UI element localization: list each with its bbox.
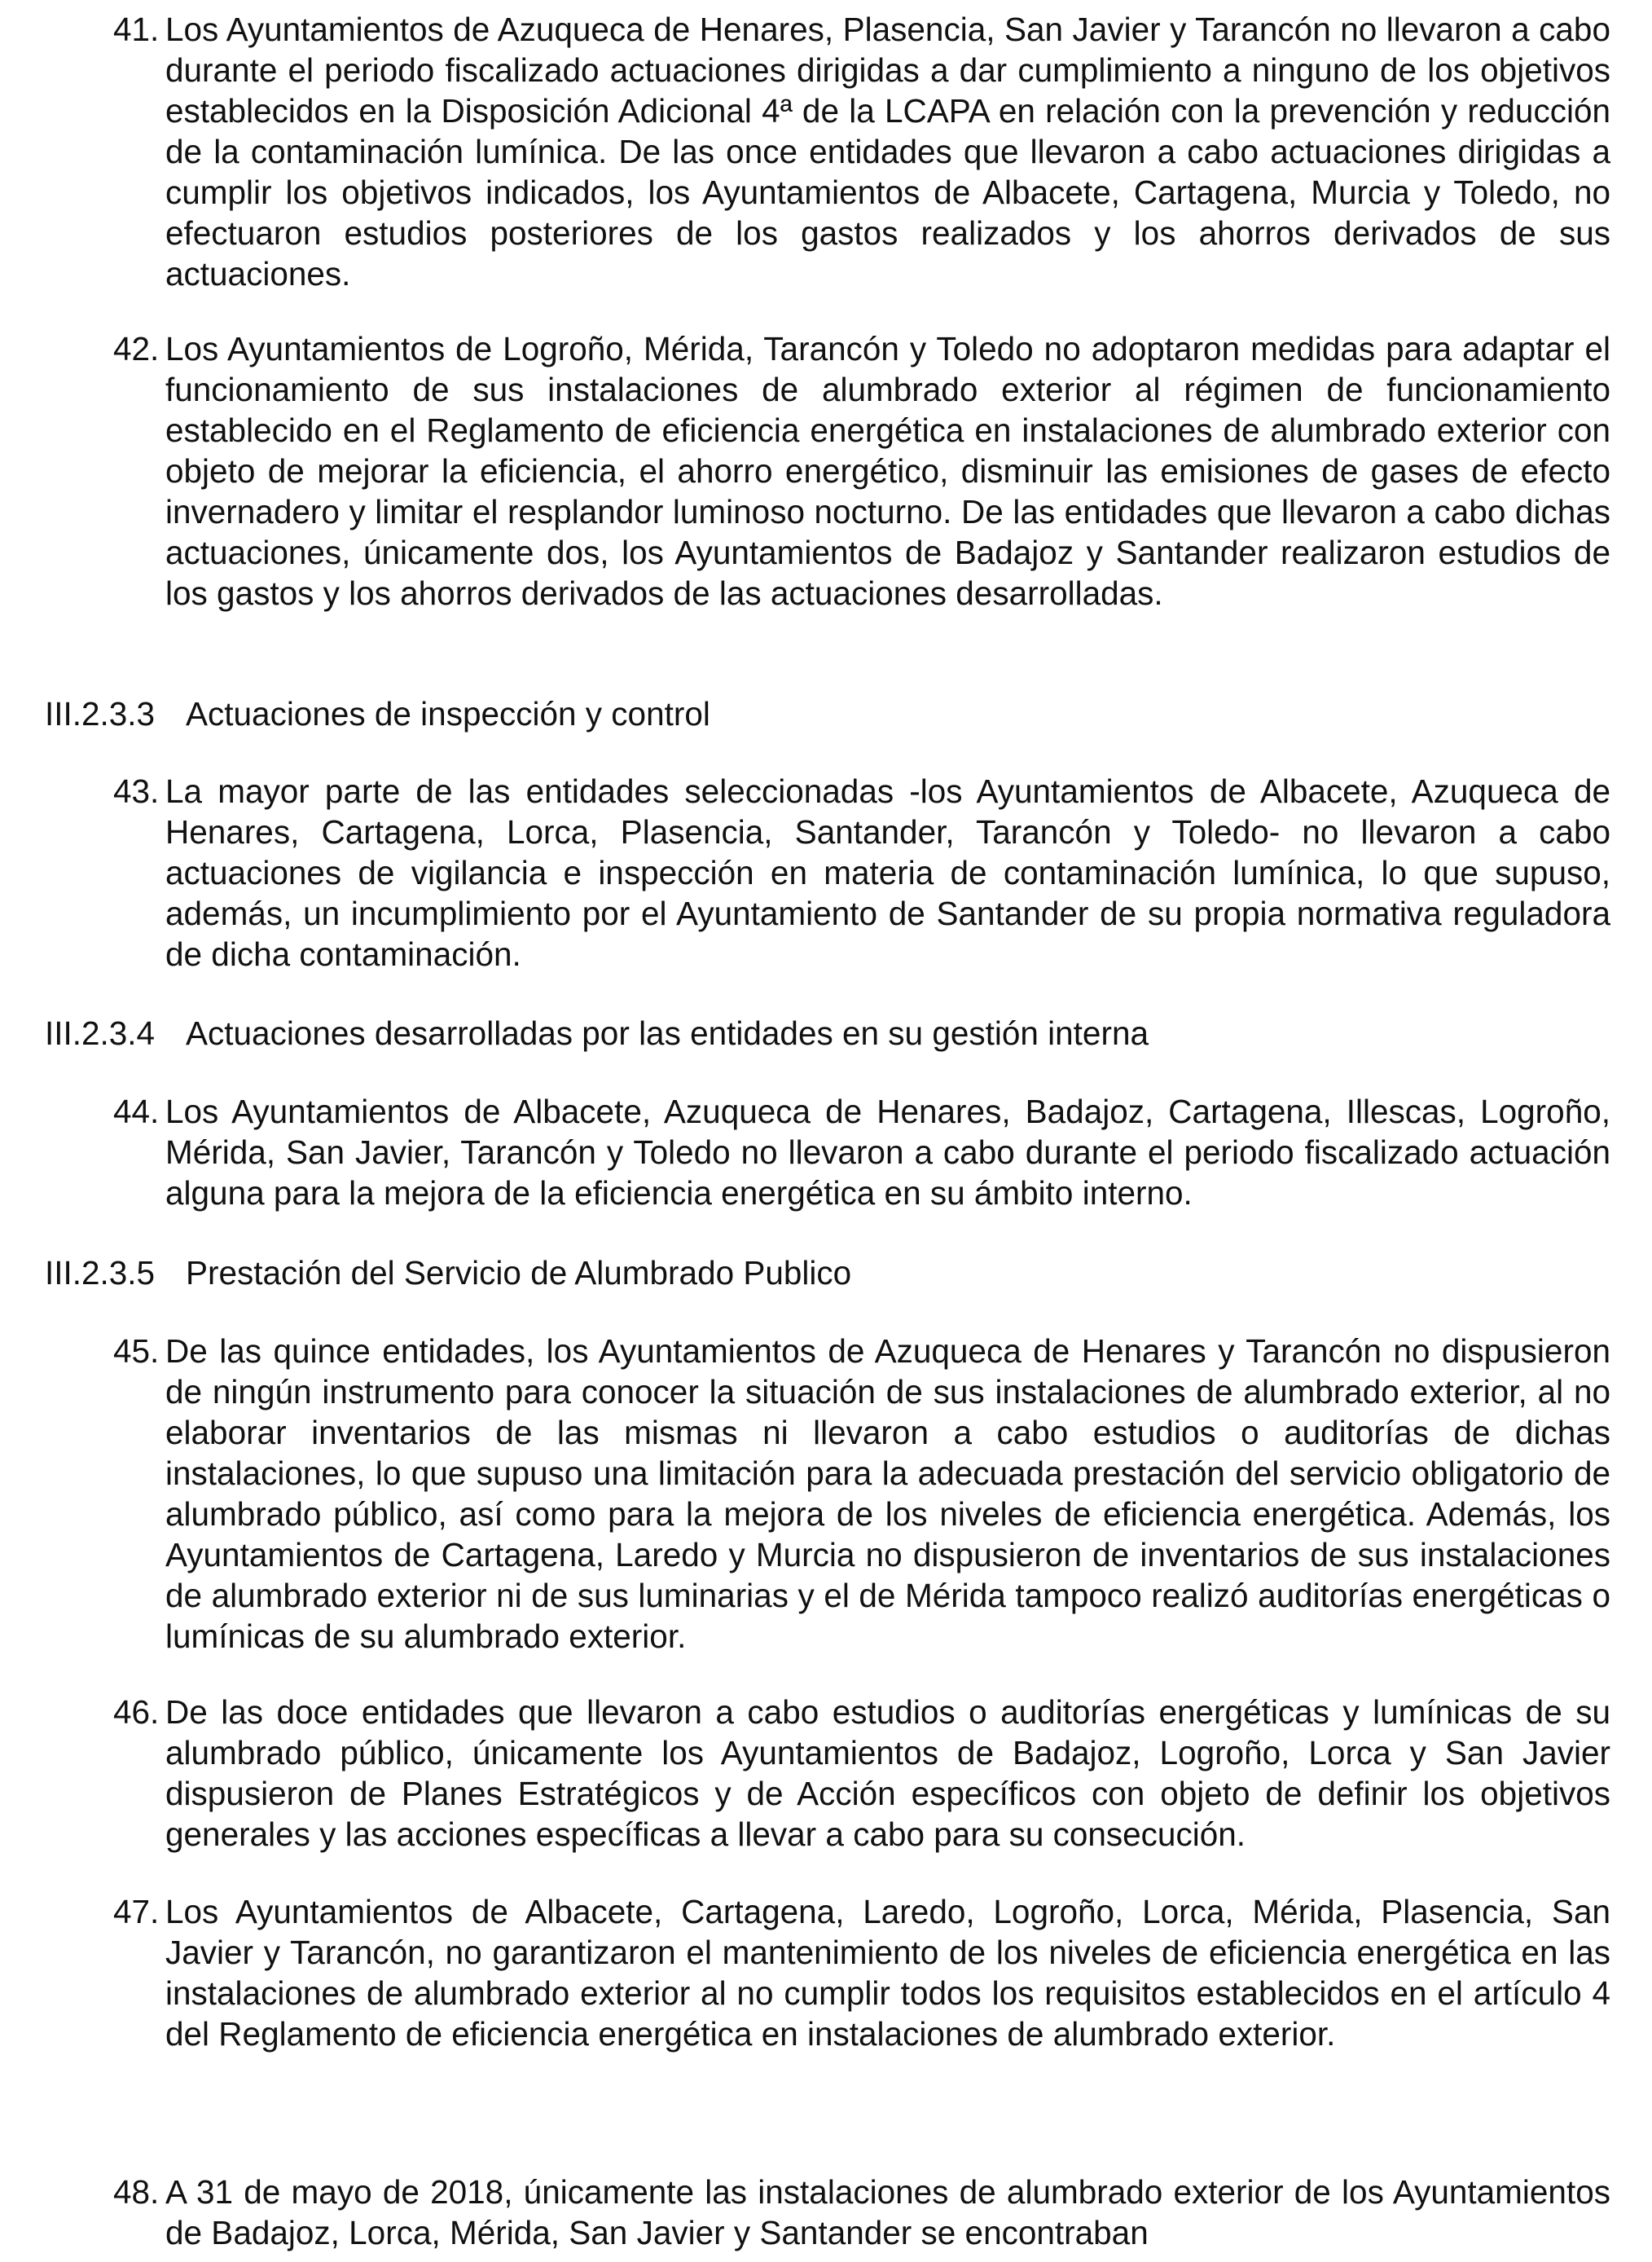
section-heading-iii-2-3-5 [45,1252,851,1293]
section-heading-iii-2-3-4 [45,1013,1149,1054]
heading-number: III.2.3.5 [45,1254,156,1292]
paragraph-47 [113,1891,1610,2054]
paragraph-number: 48. [113,2173,160,2211]
heading-number: III.2.3.4 [45,1014,156,1052]
paragraph-number: 42. [113,330,160,367]
paragraph-number: 44. [113,1093,160,1130]
paragraph-48 [113,2172,1610,2253]
section-heading-iii-2-3-3 [45,693,710,734]
paragraph-text: La mayor parte de las entidades seleccionadas -los Ayuntamientos de Albacete, Azuqueca de Henares, Cartagena, Lorca, Plasencia, Santander, Tarancón y Toledo- no llevaron a cabo actuaciones de vigilancia e inspección en materia de contaminación lumínica, lo que supuso, además, un incumplimiento por el Ayuntamiento de Santander de su propia normativa reguladora de dicha contaminación. [165,772,1610,973]
paragraph-number: 45. [113,1332,160,1370]
paragraph-45 [113,1331,1610,1657]
heading-number: III.2.3.3 [45,695,156,733]
paragraph-number: 46. [113,1693,160,1731]
paragraph-text: Los Ayuntamientos de Albacete, Azuqueca de Henares, Badajoz, Cartagena, Illescas, Logroño, Mérida, San Javier, Tarancón y Toledo no llevaron a cabo durante el periodo fiscalizado actuación alguna para la mejora de la eficiencia energética en su ámbito interno. [165,1093,1610,1212]
paragraph-44 [113,1091,1610,1213]
paragraph-43 [113,771,1610,975]
heading-title: Prestación del Servicio de Alumbrado Publico [186,1254,852,1292]
paragraph-number: 41. [113,11,160,48]
heading-title: Actuaciones desarrolladas por las entidades en su gestión interna [186,1014,1149,1052]
paragraph-text: Los Ayuntamientos de Albacete, Cartagena, Laredo, Logroño, Lorca, Mérida, Plasencia, San Javier y Tarancón, no garantizaron el mantenimiento de los niveles de eficiencia energética en las instalaciones de alumbrado exterior al no cumplir todos los requisitos establecidos en el artículo 4 del Reglamento de eficiencia energética en instalaciones de alumbrado exterior. [165,1893,1610,2053]
paragraph-46 [113,1692,1610,1855]
paragraph-number: 43. [113,772,160,810]
paragraph-42 [113,328,1610,614]
paragraph-number: 47. [113,1893,160,1930]
heading-title: Actuaciones de inspección y control [186,695,710,733]
paragraph-text: De las quince entidades, los Ayuntamientos de Azuqueca de Henares y Tarancón no dispusieron de ningún instrumento para conocer la situación de sus instalaciones de alumbrado exterior, al no elaborar inventarios de las mismas ni llevaron a cabo estudios o auditorías de dichas instalaciones, lo que supuso una limitación para la adecuada prestación del servicio obligatorio de alumbrado público, así como para la mejora de los niveles de eficiencia energética. Además, los Ayuntamientos de Cartagena, Laredo y Murcia no dispusieron de inventarios de sus instalaciones de alumbrado exterior ni de sus luminarias y el de Mérida tampoco realizó auditorías energéticas o lumínicas de su alumbrado exterior. [165,1332,1610,1655]
paragraph-text: A 31 de mayo de 2018, únicamente las instalaciones de alumbrado exterior de los Ayuntamientos de Badajoz, Lorca, Mérida, San Javier y Santander se encontraban [165,2173,1610,2251]
paragraph-text: Los Ayuntamientos de Azuqueca de Henares, Plasencia, San Javier y Tarancón no llevaron a cabo durante el periodo fiscalizado actuaciones dirigidas a dar cumplimiento a ninguno de los objetivos establecidos en la Disposición Adicional 4ª de la LCAPA en relación con la prevención y reducción de la contaminación lumínica. De las once entidades que llevaron a cabo actuaciones dirigidas a cumplir los objetivos indicados, los Ayuntamientos de Albacete, Cartagena, Murcia y Toledo, no efectuaron estudios posteriores de los gastos realizados y los ahorros derivados de sus actuaciones. [165,11,1610,293]
paragraph-41 [113,9,1610,294]
paragraph-text: Los Ayuntamientos de Logroño, Mérida, Tarancón y Toledo no adoptaron medidas para adaptar el funcionamiento de sus instalaciones de alumbrado exterior al régimen de funcionamiento establecido en el Reglamento de eficiencia energética en instalaciones de alumbrado exterior con objeto de mejorar la eficiencia, el ahorro energético, disminuir las emisiones de gases de efecto invernadero y limitar el resplandor luminoso nocturno. De las entidades que llevaron a cabo dichas actuaciones, únicamente dos, los Ayuntamientos de Badajoz y Santander realizaron estudios de los gastos y los ahorros derivados de las actuaciones desarrolladas. [165,330,1610,612]
paragraph-text: De las doce entidades que llevaron a cabo estudios o auditorías energéticas y lumínicas de su alumbrado público, únicamente los Ayuntamientos de Badajoz, Logroño, Lorca y San Javier dispusieron de Planes Estratégicos y de Acción específicos con objeto de definir los objetivos generales y las acciones específicas a llevar a cabo para su consecución. [165,1693,1610,1853]
